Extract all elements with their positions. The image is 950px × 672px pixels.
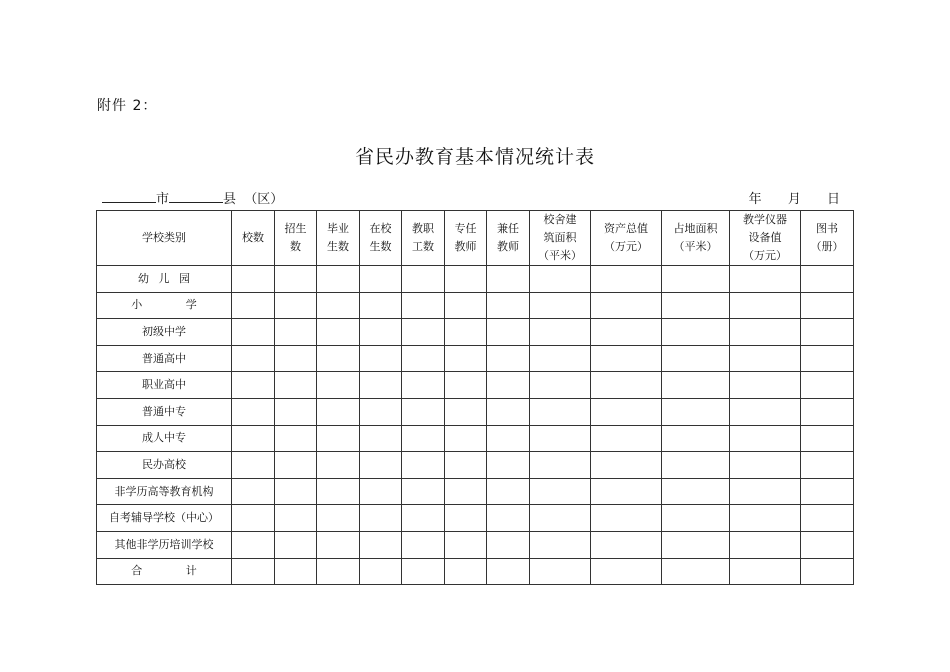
table-cell[interactable] <box>487 319 530 346</box>
table-cell[interactable] <box>360 531 402 558</box>
table-cell[interactable] <box>402 452 445 479</box>
row-label-text: 其他非学历培训学校 <box>114 537 214 551</box>
table-cell[interactable] <box>232 266 275 293</box>
table-cell[interactable] <box>530 266 591 293</box>
table-cell[interactable] <box>730 372 801 399</box>
table-cell[interactable] <box>591 319 662 346</box>
column-header <box>487 211 530 266</box>
column-header-line: 数 <box>290 240 301 253</box>
district-label: （区） <box>244 192 284 207</box>
table-cell[interactable] <box>232 292 275 319</box>
column-header-line: 工数 <box>412 240 434 253</box>
column-header <box>275 211 317 266</box>
column-header-line: 教学仪器 <box>743 213 787 226</box>
table-cell[interactable] <box>487 425 530 452</box>
table-cell[interactable] <box>275 292 317 319</box>
table-cell[interactable] <box>402 345 445 372</box>
column-header-line: 生数 <box>369 240 392 253</box>
table-cell[interactable] <box>275 372 317 399</box>
column-header-line: 教职 <box>412 222 434 235</box>
column-header-line: （册） <box>810 240 844 253</box>
table-cell[interactable] <box>402 266 445 293</box>
row-label-text: 自考辅导学校（中心） <box>109 511 219 525</box>
table-cell[interactable] <box>662 372 730 399</box>
table-cell[interactable] <box>317 505 360 532</box>
column-header <box>801 211 854 266</box>
table-cell[interactable] <box>360 292 402 319</box>
table-cell[interactable] <box>445 505 487 532</box>
table-row <box>97 452 854 479</box>
table-cell[interactable] <box>317 292 360 319</box>
table-cell[interactable] <box>591 266 662 293</box>
table-cell[interactable] <box>317 425 360 452</box>
table-cell[interactable] <box>730 319 801 346</box>
row-label-text: 成人中专 <box>142 431 186 445</box>
table-cell[interactable] <box>232 505 275 532</box>
table-cell[interactable] <box>317 452 360 479</box>
table-cell[interactable] <box>662 531 730 558</box>
table-cell[interactable] <box>275 319 317 346</box>
table-cell[interactable] <box>530 478 591 505</box>
row-label <box>97 531 232 558</box>
table-cell[interactable] <box>591 505 662 532</box>
row-label <box>97 345 232 372</box>
table-cell[interactable] <box>402 425 445 452</box>
table-cell[interactable] <box>360 266 402 293</box>
row-label <box>97 478 232 505</box>
table-cell[interactable] <box>730 505 801 532</box>
row-label <box>97 452 232 479</box>
table-cell[interactable] <box>662 478 730 505</box>
table-cell[interactable] <box>232 531 275 558</box>
table-cell[interactable] <box>402 531 445 558</box>
date-fields <box>727 188 840 207</box>
table-cell[interactable] <box>662 345 730 372</box>
table-row <box>97 398 854 425</box>
table-cell[interactable] <box>730 398 801 425</box>
table-cell[interactable] <box>801 345 854 372</box>
table-cell[interactable] <box>317 478 360 505</box>
table-cell[interactable] <box>730 425 801 452</box>
table-cell[interactable] <box>360 398 402 425</box>
day-label: 日 <box>826 192 840 207</box>
table-cell[interactable] <box>487 531 530 558</box>
row-label-text: 合 计 <box>131 564 197 578</box>
column-header-line: 招生 <box>284 222 307 235</box>
column-header-line: （平米） <box>538 249 582 262</box>
table-cell[interactable] <box>487 266 530 293</box>
table-cell[interactable] <box>591 372 662 399</box>
table-cell[interactable] <box>530 372 591 399</box>
table-cell[interactable] <box>801 452 854 479</box>
table-cell[interactable] <box>445 452 487 479</box>
table-cell[interactable] <box>317 372 360 399</box>
table-cell[interactable] <box>232 319 275 346</box>
table-cell[interactable] <box>591 558 662 585</box>
table-cell[interactable] <box>530 452 591 479</box>
table-cell[interactable] <box>275 505 317 532</box>
attachment-label: 附件 2： <box>97 98 158 114</box>
table-cell[interactable] <box>445 531 487 558</box>
table-cell[interactable] <box>730 266 801 293</box>
table-cell[interactable] <box>317 531 360 558</box>
table-cell[interactable] <box>801 292 854 319</box>
table-cell[interactable] <box>591 478 662 505</box>
column-header-line: 兼任 <box>497 222 519 235</box>
table-cell[interactable] <box>591 425 662 452</box>
table-cell[interactable] <box>445 319 487 346</box>
column-header-line: （万元） <box>743 249 787 262</box>
table-cell[interactable] <box>445 292 487 319</box>
table-cell[interactable] <box>591 292 662 319</box>
column-header-line: 筑面积 <box>543 231 577 244</box>
table-cell[interactable] <box>402 319 445 346</box>
table-cell[interactable] <box>487 398 530 425</box>
row-label <box>97 292 232 319</box>
column-header <box>730 211 801 266</box>
city-blank[interactable] <box>102 189 156 203</box>
table-cell[interactable] <box>730 478 801 505</box>
table-cell[interactable] <box>487 478 530 505</box>
table-cell[interactable] <box>591 452 662 479</box>
table-cell[interactable] <box>662 292 730 319</box>
table-cell[interactable] <box>801 558 854 585</box>
table-cell[interactable] <box>730 531 801 558</box>
county-blank[interactable] <box>169 189 223 203</box>
column-header <box>591 211 662 266</box>
table-cell[interactable] <box>445 478 487 505</box>
column-header <box>530 211 591 266</box>
table-cell[interactable] <box>317 319 360 346</box>
table-cell[interactable] <box>801 531 854 558</box>
column-header-line: 资产总值 <box>604 222 648 235</box>
table-cell[interactable] <box>487 558 530 585</box>
column-header-line: （平米） <box>673 240 718 253</box>
table-row <box>97 266 854 293</box>
month-label: 月 <box>787 192 801 207</box>
table-row <box>97 292 854 319</box>
table-cell[interactable] <box>232 558 275 585</box>
table-cell[interactable] <box>317 266 360 293</box>
table-cell[interactable] <box>275 452 317 479</box>
table-cell[interactable] <box>275 266 317 293</box>
row-label-text: 普通高中 <box>142 351 186 365</box>
table-row <box>97 505 854 532</box>
column-header <box>662 211 730 266</box>
table-cell[interactable] <box>275 531 317 558</box>
table-cell[interactable] <box>360 372 402 399</box>
table-cell[interactable] <box>801 478 854 505</box>
table-cell[interactable] <box>275 425 317 452</box>
column-header-line: 校数 <box>242 231 264 244</box>
table-cell[interactable] <box>591 531 662 558</box>
table-cell[interactable] <box>402 372 445 399</box>
table-cell[interactable] <box>275 345 317 372</box>
table-cell[interactable] <box>801 398 854 425</box>
table-cell[interactable] <box>662 452 730 479</box>
table-cell[interactable] <box>402 558 445 585</box>
table-cell[interactable] <box>801 505 854 532</box>
table-cell[interactable] <box>275 398 317 425</box>
year-label: 年 <box>748 192 762 207</box>
table-cell[interactable] <box>801 266 854 293</box>
column-header <box>97 211 232 266</box>
table-cell[interactable] <box>662 266 730 293</box>
row-label-text: 幼 儿 园 <box>138 271 190 285</box>
column-header-line: 在校 <box>369 222 392 235</box>
row-label-text: 民办高校 <box>142 457 186 471</box>
table-cell[interactable] <box>402 478 445 505</box>
row-label <box>97 266 232 293</box>
table-cell[interactable] <box>445 266 487 293</box>
table-cell[interactable] <box>487 372 530 399</box>
column-header-line: 设备值 <box>748 231 782 244</box>
table-cell[interactable] <box>275 558 317 585</box>
table-row <box>97 372 854 399</box>
table-cell[interactable] <box>530 319 591 346</box>
statistics-table <box>96 210 854 585</box>
row-label <box>97 372 232 399</box>
table-cell[interactable] <box>232 478 275 505</box>
column-header-line: （万元） <box>604 240 648 253</box>
table-cell[interactable] <box>730 452 801 479</box>
table-cell[interactable] <box>662 425 730 452</box>
table-cell[interactable] <box>445 372 487 399</box>
row-label <box>97 319 232 346</box>
table-cell[interactable] <box>530 558 591 585</box>
location-date-line <box>97 188 853 206</box>
table-cell[interactable] <box>232 452 275 479</box>
table-cell[interactable] <box>662 398 730 425</box>
table-cell[interactable] <box>317 398 360 425</box>
column-header <box>445 211 487 266</box>
column-header-line: 教师 <box>497 240 519 253</box>
column-header <box>402 211 445 266</box>
table-cell[interactable] <box>445 425 487 452</box>
row-label-text: 职业高中 <box>142 378 186 392</box>
row-label <box>97 425 232 452</box>
table-cell[interactable] <box>445 558 487 585</box>
table-row <box>97 345 854 372</box>
table-cell[interactable] <box>730 292 801 319</box>
table-cell[interactable] <box>232 425 275 452</box>
table-row <box>97 425 854 452</box>
row-label <box>97 398 232 425</box>
table-cell[interactable] <box>801 319 854 346</box>
table-cell[interactable] <box>591 345 662 372</box>
table-cell[interactable] <box>317 558 360 585</box>
table-cell[interactable] <box>360 505 402 532</box>
column-header-line: 专任 <box>454 222 477 235</box>
table-cell[interactable] <box>591 398 662 425</box>
column-header-line: 校舍建 <box>543 213 577 226</box>
table-cell[interactable] <box>487 292 530 319</box>
row-label-text: 小 学 <box>131 298 197 312</box>
table-cell[interactable] <box>360 558 402 585</box>
row-label-text: 初级中学 <box>142 324 186 338</box>
table-cell[interactable] <box>801 372 854 399</box>
table-cell[interactable] <box>360 452 402 479</box>
table-cell[interactable] <box>530 531 591 558</box>
table-cell[interactable] <box>360 425 402 452</box>
column-header-line: 图书 <box>816 222 838 235</box>
row-label-text: 普通中专 <box>142 404 186 418</box>
table-cell[interactable] <box>232 372 275 399</box>
table-cell[interactable] <box>530 345 591 372</box>
table-cell[interactable] <box>801 425 854 452</box>
table-cell[interactable] <box>487 452 530 479</box>
table-cell[interactable] <box>317 345 360 372</box>
city-label: 市 <box>156 192 170 207</box>
table-row <box>97 558 854 585</box>
column-header <box>232 211 275 266</box>
table-cell[interactable] <box>275 478 317 505</box>
table-cell[interactable] <box>530 505 591 532</box>
table-cell[interactable] <box>360 478 402 505</box>
county-label: 县 <box>223 192 237 207</box>
table-cell[interactable] <box>402 398 445 425</box>
table-cell[interactable] <box>487 505 530 532</box>
column-header <box>360 211 402 266</box>
column-header <box>317 211 360 266</box>
table-cell[interactable] <box>730 558 801 585</box>
column-header-line: 学校类别 <box>142 231 186 244</box>
table-row <box>97 319 854 346</box>
table-cell[interactable] <box>530 425 591 452</box>
row-label-text: 非学历高等教育机构 <box>114 484 214 498</box>
location-fields <box>102 188 283 207</box>
column-header-line: 教师 <box>454 240 477 253</box>
row-label <box>97 558 232 585</box>
column-header-line: 生数 <box>327 240 349 253</box>
table-body <box>97 266 854 585</box>
table-row <box>97 531 854 558</box>
table-cell[interactable] <box>232 398 275 425</box>
table-cell[interactable] <box>662 558 730 585</box>
table-cell[interactable] <box>530 292 591 319</box>
table-cell[interactable] <box>662 319 730 346</box>
table-cell[interactable] <box>445 345 487 372</box>
table-cell[interactable] <box>402 505 445 532</box>
table-cell[interactable] <box>402 292 445 319</box>
table-cell[interactable] <box>445 398 487 425</box>
table-cell[interactable] <box>232 345 275 372</box>
column-header-line: 占地面积 <box>673 222 718 235</box>
table-header-row <box>97 211 854 266</box>
page-title: 省民办教育基本情况统计表 <box>354 146 595 168</box>
table-cell[interactable] <box>487 345 530 372</box>
table-cell[interactable] <box>730 345 801 372</box>
table-cell[interactable] <box>530 398 591 425</box>
table-cell[interactable] <box>360 319 402 346</box>
row-label <box>97 505 232 532</box>
table-cell[interactable] <box>360 345 402 372</box>
table-row <box>97 478 854 505</box>
column-header-line: 毕业 <box>327 222 349 235</box>
table-cell[interactable] <box>662 505 730 532</box>
